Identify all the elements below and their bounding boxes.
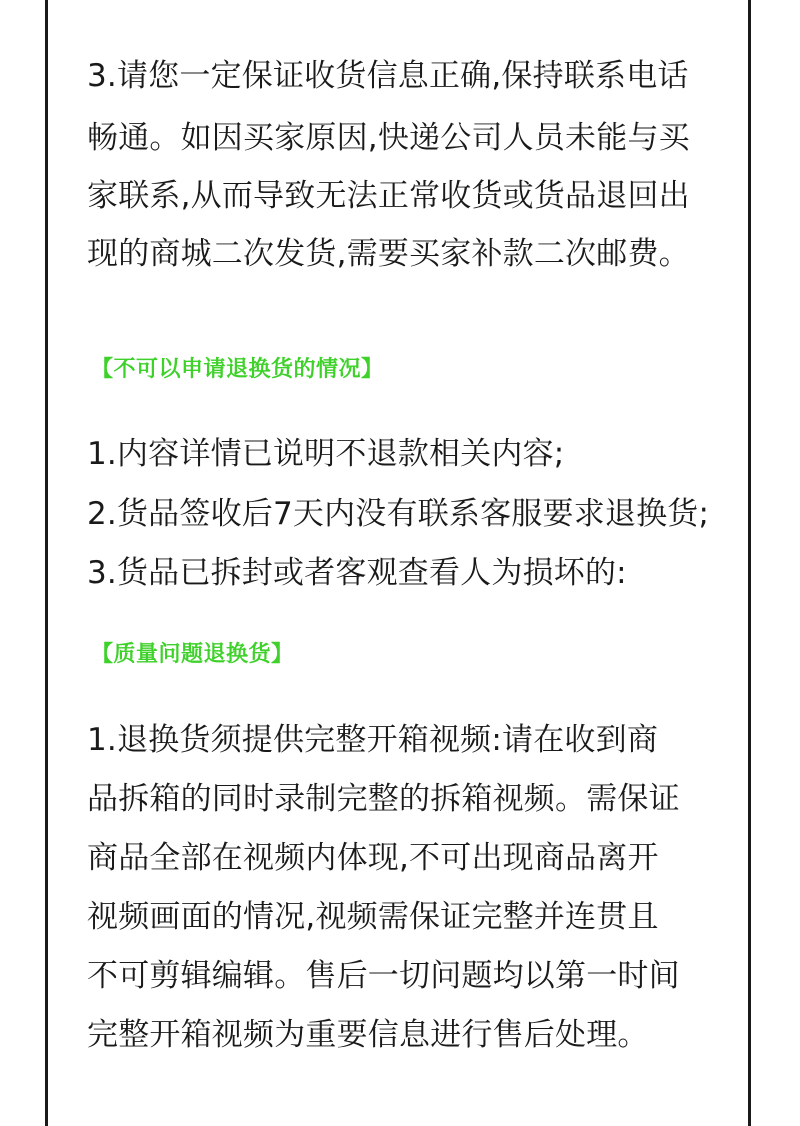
paragraph-line: 完整开箱视频为重要信息进行售后处理。 <box>87 1017 649 1053</box>
paragraph-line: 商品全部在视频内体现,不可出现商品离开 <box>87 840 659 876</box>
no-return-heading: 【不可以申请退换货的情况】 <box>91 357 384 382</box>
list-item: 1.内容详情已说明不退款相关内容; <box>87 436 565 472</box>
list-item: 2.货品签收后7天内没有联系客服要求退换货; <box>87 496 710 532</box>
paragraph-line: 1.退换货须提供完整开箱视频:请在收到商 <box>87 722 659 758</box>
paragraph-line: 品拆箱的同时录制完整的拆箱视频。需保证 <box>87 781 680 817</box>
paragraph-line: 家联系,从而导致无法正常收货或货品退回出 <box>87 178 690 214</box>
paragraph-line: 不可剪辑编辑。售后一切问题均以第一时间 <box>87 958 680 994</box>
paragraph-line: 现的商城二次发货,需要买家补款二次邮费。 <box>87 236 690 272</box>
list-item: 3.货品已拆封或者客观查看人为损坏的: <box>87 555 627 591</box>
paragraph-line: 畅通。如因买家原因,快递公司人员未能与买 <box>87 120 690 156</box>
paragraph-line: 3.请您一定保证收货信息正确,保持联系电话 <box>87 58 689 94</box>
quality-heading: 【质量问题退换货】 <box>91 642 294 667</box>
paragraph-line: 视频画面的情况,视频需保证完整并连贯且 <box>87 899 659 935</box>
